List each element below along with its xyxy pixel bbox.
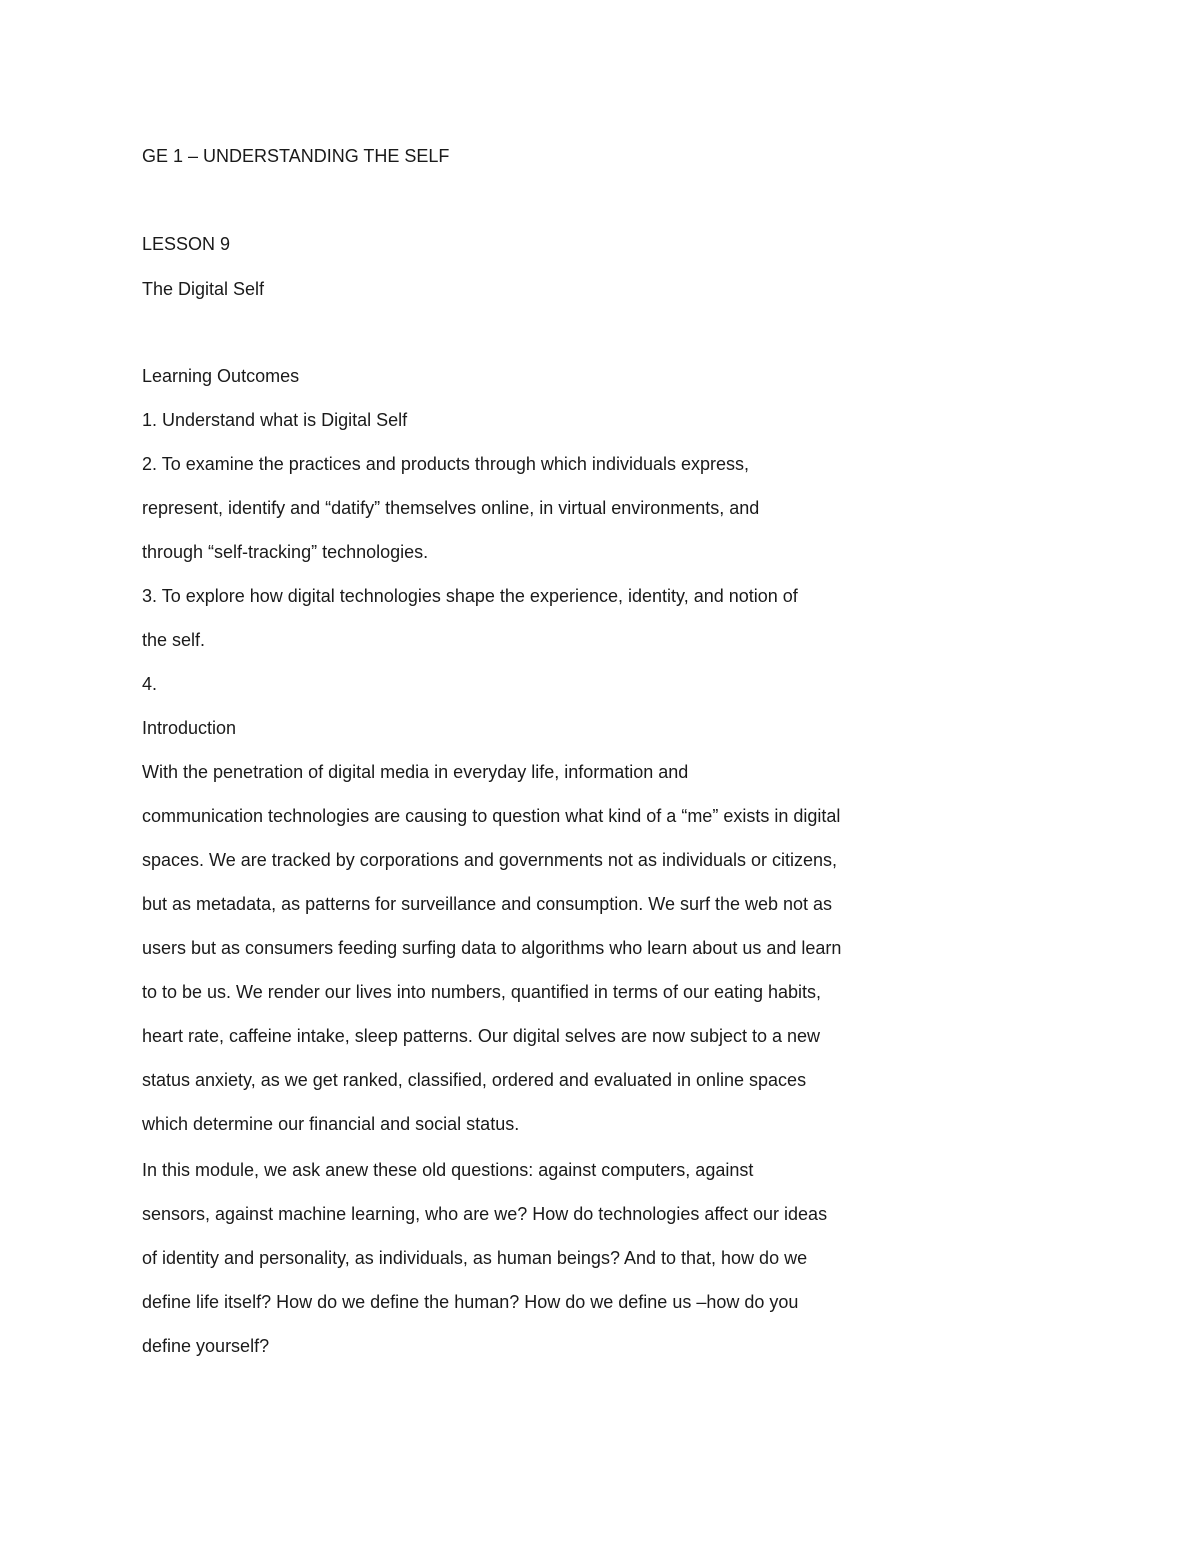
paragraph-line: define yourself? xyxy=(142,1336,270,1356)
paragraph-line: which determine our financial and social status. xyxy=(142,1114,520,1134)
course-title: GE 1 – UNDERSTANDING THE SELF xyxy=(142,146,450,166)
paragraph-line: users but as consumers feeding surfing data to algorithms who learn about us and learn xyxy=(142,938,842,958)
outcome-line: the self. xyxy=(142,630,206,650)
intro-heading: Introduction xyxy=(142,718,237,738)
outcomes-heading: Learning Outcomes xyxy=(142,366,300,386)
outcome-line: 4. xyxy=(142,674,158,694)
paragraph-line: define life itself? How do we define the human? How do we define us –how do you xyxy=(142,1292,799,1312)
outcome-line: represent, identify and “datify” themselves online, in virtual environments, and xyxy=(142,498,760,518)
paragraph-line: of identity and personality, as individuals, as human beings? And to that, how do we xyxy=(142,1248,808,1268)
outcome-line: through “self-tracking” technologies. xyxy=(142,542,429,562)
paragraph-line: With the penetration of digital media in everyday life, information and xyxy=(142,762,689,782)
lesson-number: LESSON 9 xyxy=(142,234,231,254)
paragraph-line: to to be us. We render our lives into numbers, quantified in terms of our eating habits, xyxy=(142,982,822,1002)
paragraph-line: heart rate, caffeine intake, sleep patterns. Our digital selves are now subject to a new xyxy=(142,1026,821,1046)
outcome-line: 1. Understand what is Digital Self xyxy=(142,410,408,430)
paragraph-line: status anxiety, as we get ranked, classified, ordered and evaluated in online spaces xyxy=(142,1070,807,1090)
lesson-title: The Digital Self xyxy=(142,279,265,299)
outcome-line: 3. To explore how digital technologies shape the experience, identity, and notion of xyxy=(142,586,798,606)
outcome-line: 2. To examine the practices and products through which individuals express, xyxy=(142,454,750,474)
paragraph-line: sensors, against machine learning, who are we? How do technologies affect our ideas xyxy=(142,1204,828,1224)
paragraph-line: spaces. We are tracked by corporations and governments not as individuals or citizens, xyxy=(142,850,838,870)
paragraph-line: communication technologies are causing to question what kind of a “me” exists in digital xyxy=(142,806,841,826)
paragraph-line: but as metadata, as patterns for surveillance and consumption. We surf the web not as xyxy=(142,894,833,914)
paragraph-line: In this module, we ask anew these old questions: against computers, against xyxy=(142,1160,754,1180)
